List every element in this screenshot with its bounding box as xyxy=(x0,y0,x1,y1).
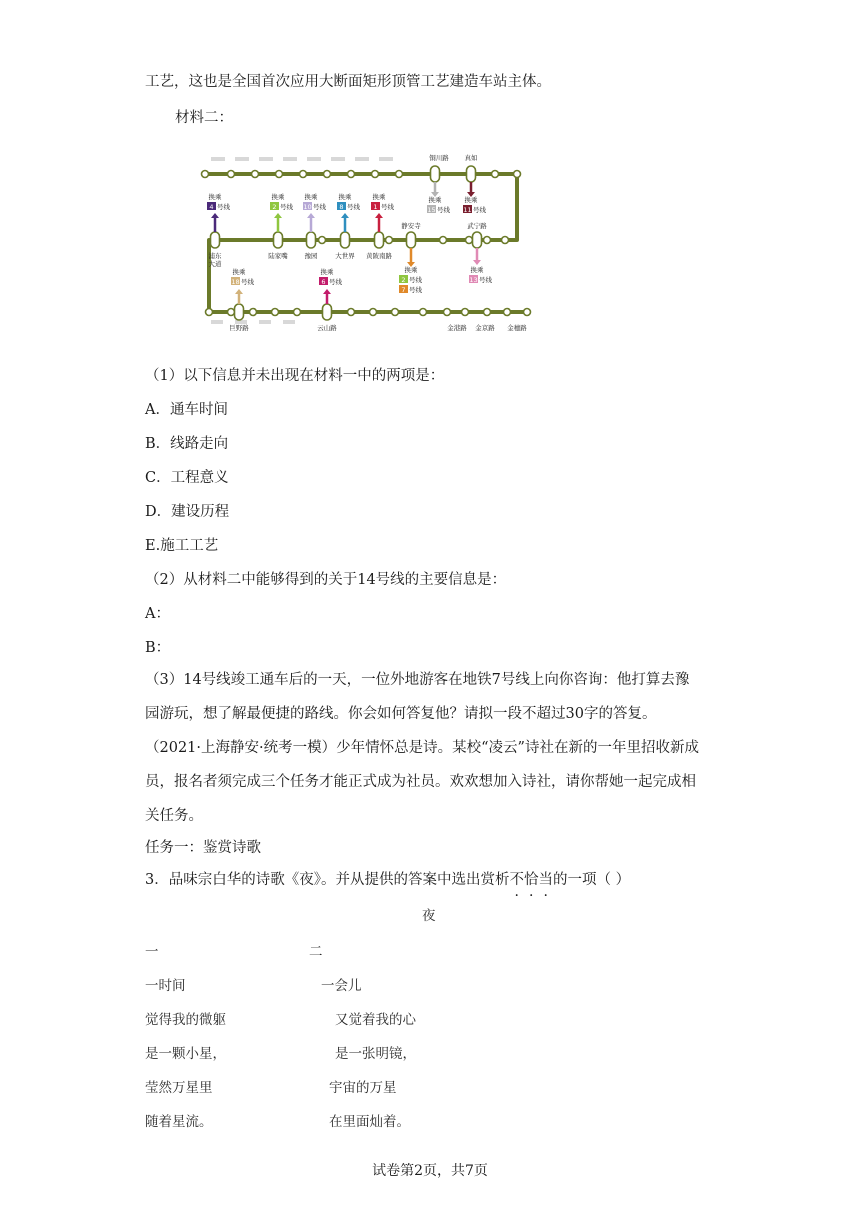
line-number: 2 xyxy=(272,203,277,211)
passage-line2: 员，报名者须完成三个任务才能正式成为社员。欢欢想加入诗社，请你帮她一起完成相 xyxy=(145,774,696,790)
faded-label xyxy=(331,157,345,161)
faded-label xyxy=(235,157,249,161)
poem-question xyxy=(145,870,630,890)
interchange-station xyxy=(323,304,332,320)
line-suffix: 号线 xyxy=(347,203,360,211)
station-name: 金穗路 xyxy=(507,324,527,332)
poem-part2-line: 一会儿 xyxy=(321,978,362,994)
poem-part1-line: 是一颗小星， xyxy=(145,1046,226,1062)
station-dot xyxy=(228,171,235,178)
station-dot xyxy=(370,309,377,316)
q1-option-e: E.施工工艺 xyxy=(145,538,219,554)
faded-label xyxy=(259,320,271,324)
station-name: 大道 xyxy=(208,260,222,268)
transfer-label: 换乘 xyxy=(470,266,484,274)
station-dot xyxy=(502,237,509,244)
station-dot xyxy=(484,309,491,316)
station-name: 武宁路 xyxy=(467,222,487,230)
station-dot xyxy=(250,309,257,316)
poem-part1-heading: 一 xyxy=(145,944,159,960)
interchange-station xyxy=(307,232,316,248)
task1-heading: 任务一：鉴赏诗歌 xyxy=(145,840,261,856)
station-dot xyxy=(348,171,355,178)
line-number: 13 xyxy=(469,276,478,284)
poem-part1-line: 随着星流。 xyxy=(145,1114,213,1130)
line-suffix: 号线 xyxy=(217,203,230,211)
q2-answer-b: B： xyxy=(145,640,171,656)
station-name: 浦东 xyxy=(208,252,222,260)
passage-line1: （2021·上海静安·统考一模）少年情怀总是诗。某校“凌云”诗社在新的一年里招收新成 xyxy=(145,740,699,756)
transfer-arrowhead xyxy=(307,213,315,218)
station-name: 铜川路 xyxy=(429,154,449,162)
station-dot xyxy=(514,171,521,178)
station-dot xyxy=(228,309,235,316)
interchange-station xyxy=(211,232,220,248)
line-number: 15 xyxy=(427,206,436,214)
line-suffix: 号线 xyxy=(381,203,394,211)
transfer-arrowhead xyxy=(235,289,243,294)
station-dot xyxy=(392,309,399,316)
line-suffix: 号线 xyxy=(437,206,450,214)
transfer-label: 换乘 xyxy=(208,193,222,201)
transfer-label: 换乘 xyxy=(372,193,386,201)
station-dot xyxy=(504,309,511,316)
q3-line2: 园游玩，想了解最便捷的路线。你会如何答复他？请拟一段不超过30字的答复。 xyxy=(145,706,657,722)
poem-part1-line: 觉得我的微躯 xyxy=(145,1012,226,1028)
station-dot xyxy=(348,309,355,316)
interchange-station xyxy=(473,232,482,248)
q1-option-d: D．建设历程 xyxy=(145,504,230,520)
station-dot xyxy=(396,171,403,178)
station-dot xyxy=(202,171,209,178)
line-suffix: 号线 xyxy=(280,203,293,211)
faded-label xyxy=(355,157,369,161)
emphasis-char: 恰 xyxy=(523,872,539,888)
station-dot xyxy=(319,237,326,244)
station-dot xyxy=(444,309,451,316)
transfer-arrowhead xyxy=(375,213,383,218)
faded-label xyxy=(379,157,393,161)
station-dot xyxy=(440,237,447,244)
station-dot xyxy=(272,309,279,316)
q1-option-c: C．工程意义 xyxy=(145,470,229,486)
interchange-station xyxy=(407,232,416,248)
poem-part2-heading: 二 xyxy=(309,944,323,960)
faded-label xyxy=(259,157,273,161)
station-dot xyxy=(462,309,469,316)
poem-question-suffix: 的一项（ ） xyxy=(552,872,631,888)
interchange-station xyxy=(467,166,476,182)
line-number: 7 xyxy=(401,286,406,294)
station-name: 巨野路 xyxy=(229,324,249,332)
transfer-label: 换乘 xyxy=(271,193,285,201)
station-dot xyxy=(372,171,379,178)
passage-line3: 关任务。 xyxy=(145,808,203,824)
station-name: 大世界 xyxy=(335,252,355,260)
line-number: 2 xyxy=(401,276,406,284)
poem-part2-line: 宇宙的万星 xyxy=(329,1080,397,1096)
page-footer: 试卷第2页，共7页 xyxy=(372,1163,488,1179)
line-number: 4 xyxy=(209,203,214,211)
transfer-label: 换乘 xyxy=(304,193,318,201)
transfer-label: 换乘 xyxy=(464,196,478,204)
interchange-station xyxy=(431,166,440,182)
interchange-station xyxy=(341,232,350,248)
q2-answer-a: A： xyxy=(145,606,170,622)
poem-part1-line: 莹然万星里 xyxy=(145,1080,213,1096)
line-suffix: 号线 xyxy=(329,278,342,286)
q1-stem: （1）以下信息并未出现在材料一中的两项是： xyxy=(145,368,445,384)
station-dot xyxy=(492,171,499,178)
intro-line: 工艺，这也是全国首次应用大断面矩形顶管工艺建造车站主体。 xyxy=(145,74,551,90)
station-dot xyxy=(524,309,531,316)
q3-line1: （3）14号线竣工通车后的一天，一位外地游客在地铁7号线上向你咨询：他打算去豫 xyxy=(145,672,690,688)
transfer-arrowhead xyxy=(473,260,481,265)
interchange-station xyxy=(235,304,244,320)
station-dot xyxy=(300,171,307,178)
metro-map xyxy=(195,148,535,338)
emphasis-char: 当 xyxy=(538,872,553,888)
station-dot xyxy=(484,237,491,244)
transfer-label: 换乘 xyxy=(404,266,418,274)
faded-label xyxy=(307,157,321,161)
poem-title: 夜 xyxy=(422,908,436,924)
transfer-arrowhead xyxy=(323,289,331,294)
line-number: 10 xyxy=(303,203,312,211)
emphasis-char: 不 xyxy=(509,872,524,888)
station-name: 金京路 xyxy=(475,324,495,332)
line-suffix: 号线 xyxy=(409,276,422,284)
station-dot xyxy=(206,309,213,316)
line-number: 6 xyxy=(321,278,326,286)
faded-label xyxy=(283,320,295,324)
line-number: 8 xyxy=(339,203,344,211)
q1-option-b: B．线路走向 xyxy=(145,436,229,452)
station-name: 黄陂南路 xyxy=(366,252,392,260)
station-name: 云山路 xyxy=(317,324,337,332)
line-suffix: 号线 xyxy=(313,203,326,211)
station-dot xyxy=(386,237,393,244)
station-dot xyxy=(276,171,283,178)
station-dot xyxy=(252,171,259,178)
transfer-arrowhead xyxy=(341,213,349,218)
faded-label xyxy=(211,157,225,161)
interchange-station xyxy=(274,232,283,248)
station-name: 陆家嘴 xyxy=(268,252,288,260)
line-number: 18 xyxy=(231,278,240,286)
station-dot xyxy=(466,237,473,244)
q2-stem: （2）从材料二中能够得到的关于14号线的主要信息是： xyxy=(145,572,507,588)
station-name: 真如 xyxy=(464,154,478,162)
transfer-label: 换乘 xyxy=(338,193,352,201)
interchange-station xyxy=(375,232,384,248)
poem-part2-line: 在里面灿着。 xyxy=(329,1114,410,1130)
line-number: 11 xyxy=(463,206,472,214)
poem-question-prefix: 3．品味宗白华的诗歌《夜》。并从提供的答案中选出赏析 xyxy=(145,872,510,888)
poem-part1-line: 一时间 xyxy=(145,978,186,994)
transfer-arrowhead xyxy=(211,213,219,218)
material2-label: 材料二： xyxy=(175,110,233,126)
line-suffix: 号线 xyxy=(479,276,492,284)
transfer-arrowhead xyxy=(274,213,282,218)
line-suffix: 号线 xyxy=(473,206,486,214)
line-number: 1 xyxy=(373,203,378,211)
faded-label xyxy=(283,157,297,161)
station-dot xyxy=(294,309,301,316)
station-dot xyxy=(324,171,331,178)
poem-part2-line: 又觉着我的心 xyxy=(335,1012,416,1028)
line-suffix: 号线 xyxy=(409,286,422,294)
faded-label xyxy=(211,320,223,324)
transfer-label: 换乘 xyxy=(320,268,334,276)
poem-part2-line: 是一张明镜， xyxy=(335,1046,416,1062)
transfer-label: 换乘 xyxy=(428,196,442,204)
transfer-label: 换乘 xyxy=(232,268,246,276)
station-dot xyxy=(420,309,427,316)
station-name: 金港路 xyxy=(447,324,467,332)
line-suffix: 号线 xyxy=(241,278,254,286)
q1-option-a: A．通车时间 xyxy=(145,402,228,418)
station-name: 豫园 xyxy=(304,252,318,260)
station-name: 静安寺 xyxy=(401,222,421,230)
